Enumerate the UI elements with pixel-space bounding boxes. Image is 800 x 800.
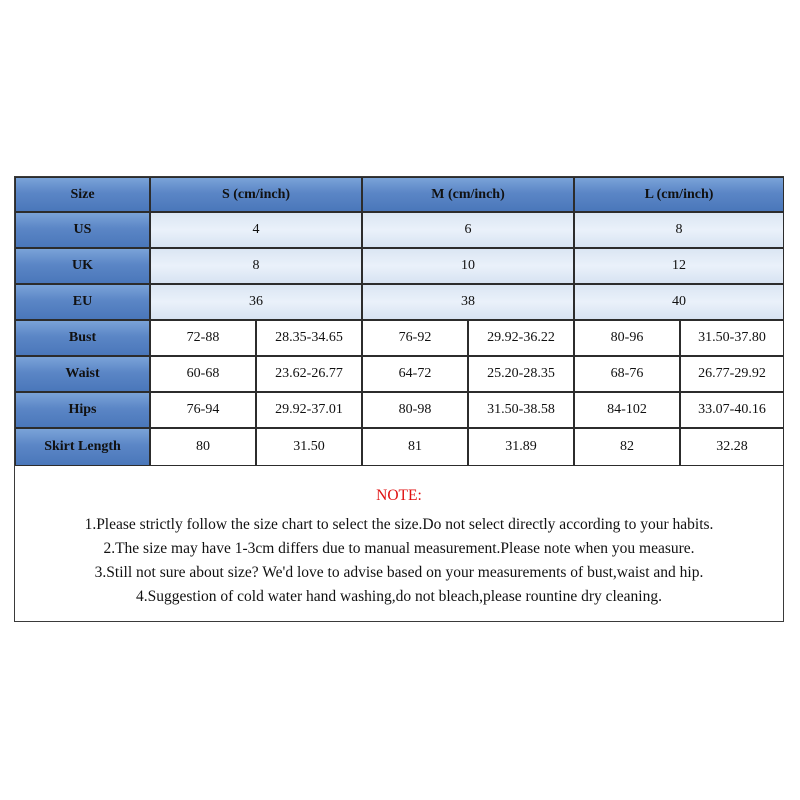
bust-m-inch: 29.92-36.22 bbox=[468, 320, 574, 356]
waist-s-inch: 23.62-26.77 bbox=[256, 356, 362, 392]
skirt-s-cm: 80 bbox=[150, 428, 256, 466]
row-label-us: US bbox=[15, 212, 150, 248]
row-label-skirt-length: Skirt Length bbox=[15, 428, 150, 466]
uk-size-m: 10 bbox=[362, 248, 574, 284]
waist-m-cm: 64-72 bbox=[362, 356, 468, 392]
skirt-l-inch: 32.28 bbox=[680, 428, 784, 466]
note-title: NOTE: bbox=[376, 487, 422, 504]
notes-section bbox=[15, 475, 783, 609]
uk-size-s: 8 bbox=[150, 248, 362, 284]
skirt-m-inch: 31.89 bbox=[468, 428, 574, 466]
us-size-l: 8 bbox=[574, 212, 784, 248]
bust-s-inch: 28.35-34.65 bbox=[256, 320, 362, 356]
hips-l-inch: 33.07-40.16 bbox=[680, 392, 784, 428]
eu-size-l: 40 bbox=[574, 284, 784, 320]
waist-m-inch: 25.20-28.35 bbox=[468, 356, 574, 392]
note-line-3: 3.Still not sure about size? We'd love to advise based on your measurements of bust,waist and hip. bbox=[94, 564, 704, 581]
eu-size-m: 38 bbox=[362, 284, 574, 320]
eu-size-s: 36 bbox=[150, 284, 362, 320]
note-line-1: 1.Please strictly follow the size chart to select the size.Do not select directly according to your habits. bbox=[84, 516, 714, 533]
bust-l-cm: 80-96 bbox=[574, 320, 680, 356]
us-size-m: 6 bbox=[362, 212, 574, 248]
bust-m-cm: 76-92 bbox=[362, 320, 468, 356]
hips-m-inch: 31.50-38.58 bbox=[468, 392, 574, 428]
us-size-s: 4 bbox=[150, 212, 362, 248]
hips-m-cm: 80-98 bbox=[362, 392, 468, 428]
bust-s-cm: 72-88 bbox=[150, 320, 256, 356]
skirt-s-inch: 31.50 bbox=[256, 428, 362, 466]
waist-s-cm: 60-68 bbox=[150, 356, 256, 392]
hips-l-cm: 84-102 bbox=[574, 392, 680, 428]
note-line-4: 4.Suggestion of cold water hand washing,do not bleach,please rountine dry cleaning. bbox=[135, 588, 662, 605]
size-header-cell: Size bbox=[15, 177, 150, 212]
waist-l-cm: 68-76 bbox=[574, 356, 680, 392]
row-label-waist: Waist bbox=[15, 356, 150, 392]
size-s-header: S (cm/inch) bbox=[150, 177, 362, 212]
size-m-header: M (cm/inch) bbox=[362, 177, 574, 212]
hips-s-inch: 29.92-37.01 bbox=[256, 392, 362, 428]
skirt-m-cm: 81 bbox=[362, 428, 468, 466]
row-label-uk: UK bbox=[15, 248, 150, 284]
waist-l-inch: 26.77-29.92 bbox=[680, 356, 784, 392]
bust-l-inch: 31.50-37.80 bbox=[680, 320, 784, 356]
size-l-header: L (cm/inch) bbox=[574, 177, 784, 212]
row-label-eu: EU bbox=[15, 284, 150, 320]
note-line-2: 2.The size may have 1-3cm differs due to manual measurement.Please note when you measure. bbox=[103, 540, 695, 557]
row-label-hips: Hips bbox=[15, 392, 150, 428]
uk-size-l: 12 bbox=[574, 248, 784, 284]
row-label-bust: Bust bbox=[15, 320, 150, 356]
size-chart bbox=[14, 176, 784, 622]
hips-s-cm: 76-94 bbox=[150, 392, 256, 428]
skirt-l-cm: 82 bbox=[574, 428, 680, 466]
